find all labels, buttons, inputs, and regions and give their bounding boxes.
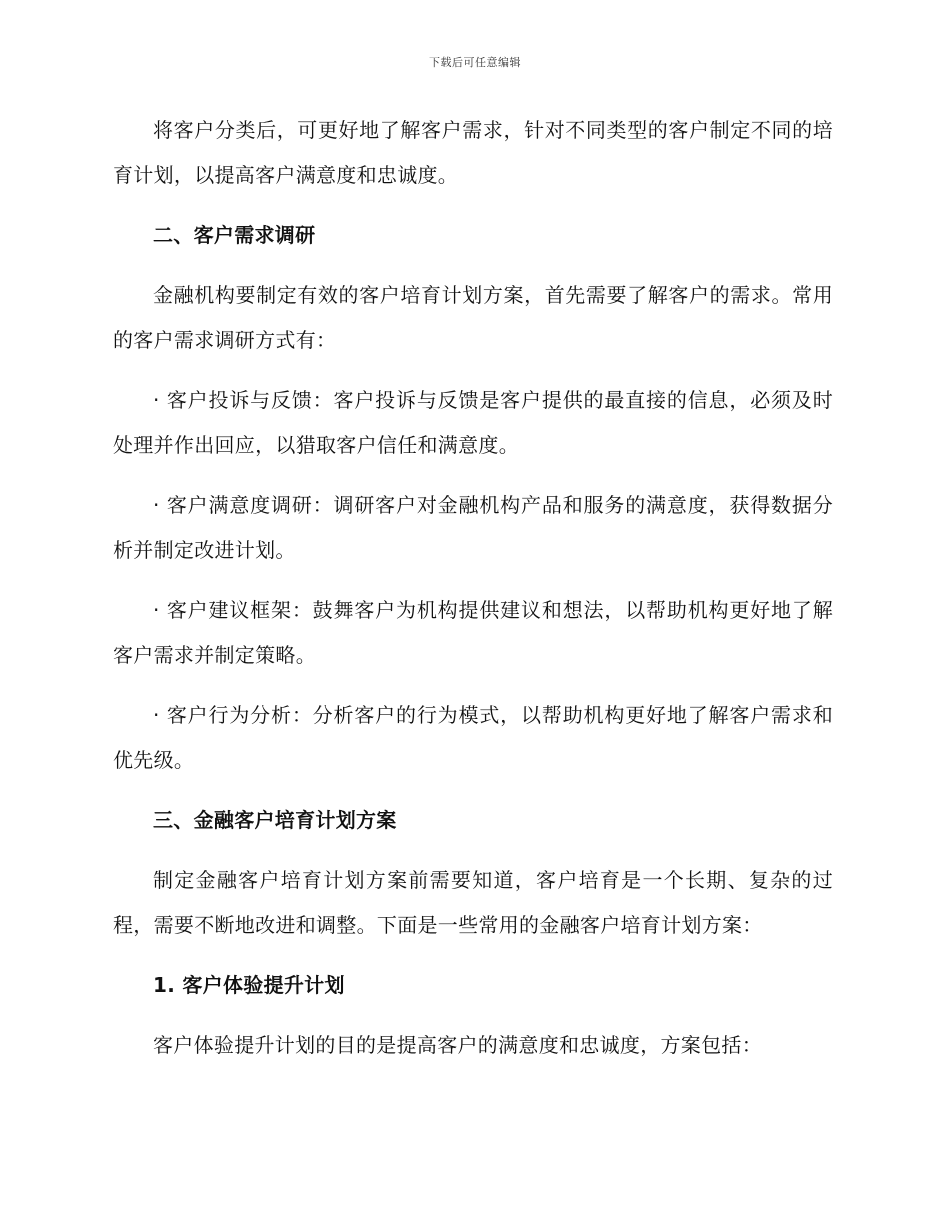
section-heading-cultivation-plan: 三、金融客户培育计划方案: [153, 808, 397, 832]
page-header: 下载后可任意编辑: [429, 56, 521, 69]
section-heading-demand-research: 二、客户需求调研: [153, 223, 316, 247]
paragraph-experience-plan: 客户体验提升计划的目的是提高客户的满意度和忠诚度，方案包括：: [153, 1033, 762, 1057]
document-body: [113, 108, 833, 1083]
paragraph-plan-intro: 制定金融客户培育计划方案前需要知道，客户培育是一个长期、复杂的过程，需要不断地改进和调整。下面是一些常用的金融客户培育计划方案：: [113, 868, 833, 937]
bullet-complaints-feedback: · 客户投诉与反馈：客户投诉与反馈是客户提供的最直接的信息，必须及时处理并作出回应，以猎取客户信任和满意度。: [113, 388, 833, 457]
paragraph-research-intro: 金融机构要制定有效的客户培育计划方案，首先需要了解客户的需求。常用的客户需求调研方式有：: [113, 283, 833, 352]
bullet-satisfaction-survey: · 客户满意度调研：调研客户对金融机构产品和服务的满意度，获得数据分析并制定改进计划。: [113, 493, 833, 562]
paragraph-customer-classification: 将客户分类后，可更好地了解客户需求，针对不同类型的客户制定不同的培育计划，以提高客户满意度和忠诚度。: [113, 118, 833, 187]
bullet-suggestion-framework: · 客户建议框架：鼓舞客户为机构提供建议和想法，以帮助机构更好地了解客户需求并制定策略。: [113, 598, 833, 667]
subsection-heading-experience-plan: 1. 客户体验提升计划: [153, 973, 345, 997]
bullet-behavior-analysis: · 客户行为分析：分析客户的行为模式，以帮助机构更好地了解客户需求和优先级。: [113, 703, 833, 772]
